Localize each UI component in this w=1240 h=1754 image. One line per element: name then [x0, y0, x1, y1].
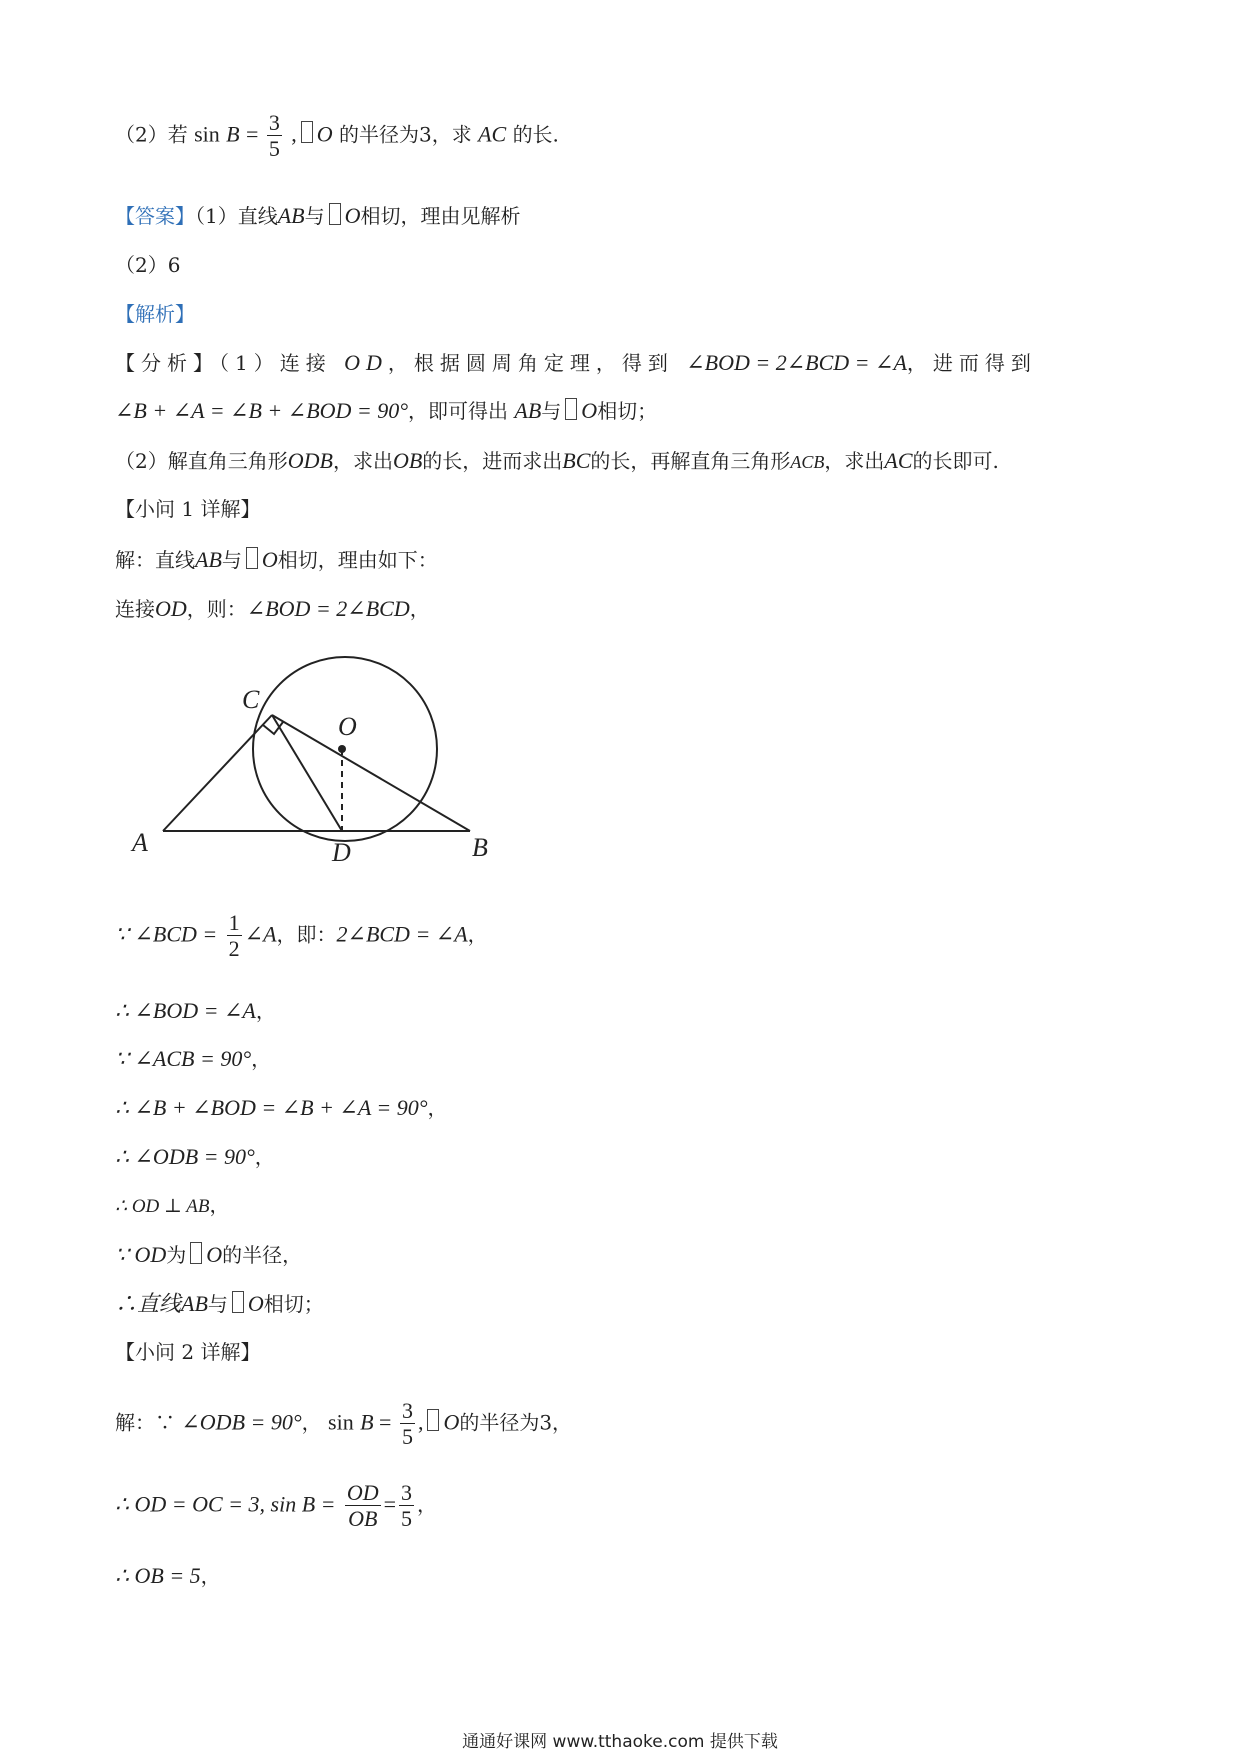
placeholder-box	[246, 547, 258, 569]
jiexi-tag: 【解析】	[115, 302, 195, 326]
label-b: B	[472, 833, 488, 862]
equals: =	[245, 121, 264, 147]
segment-cb	[272, 715, 470, 831]
step-6: ∴ OD ⊥ AB，	[115, 1193, 230, 1217]
q2-prefix: （2）若	[115, 122, 188, 147]
placeholder-box	[190, 1242, 202, 1264]
geometry-figure	[120, 655, 520, 885]
fraction-od-ob: $\frac{OD}{OB}$	[346, 1480, 379, 1532]
label-o: O	[338, 712, 357, 741]
footer-watermark: 通通好课网 www.tthaoke.com 提供下载	[462, 1732, 778, 1752]
fraction-1-2: $\frac{1}{2}$	[228, 910, 240, 962]
question-2: （2）若 sin B = $\frac{3}{5}$ , O 的半径为3，求 AC 的长.	[115, 110, 559, 162]
label-d: D	[332, 838, 351, 867]
placeholder-box	[427, 1409, 439, 1431]
sub1-line-2: 连接OD，则：∠BOD = 2∠BCD，	[115, 596, 430, 621]
answer-tag: 【答案】	[115, 204, 195, 228]
placeholder-box	[301, 121, 313, 143]
sub2-line-3: ∴ OB = 5，	[115, 1563, 221, 1588]
fraction-3-5: $\frac{3}{5}$	[268, 110, 280, 162]
step-3: ∵ ∠ACB = 90°，	[115, 1046, 272, 1071]
sin-text: sin	[194, 121, 220, 147]
label-c: C	[242, 685, 260, 714]
analysis-tag: 【分析】	[115, 351, 219, 375]
answer-part2: （2）6	[115, 253, 181, 277]
sub1-tag: 【小问 1 详解】	[115, 497, 261, 521]
step-4: ∴ ∠B + ∠BOD = ∠B + ∠A = 90°，	[115, 1095, 448, 1120]
answer-line: 【答案】（1）直线AB与 O相切，理由见解析	[115, 203, 521, 228]
fraction-3-5-b: $\frac{3}{5}$	[401, 1480, 413, 1532]
placeholder-box	[232, 1291, 244, 1313]
segment-cd	[272, 715, 342, 831]
var-ac: AC	[478, 121, 507, 147]
center-dot	[338, 745, 346, 753]
fraction-3-5: $\frac{3}{5}$	[401, 1398, 413, 1450]
analysis-line-1: 【分析】（1）连接 OD，根据圆周角定理，得到 ∠BOD = 2∠BCD = ∠A，进而得到	[115, 350, 1037, 375]
label-a: A	[132, 828, 148, 857]
placeholder-box	[565, 398, 577, 420]
step-1: ∵ ∠BCD = $\frac{1}{2}$ ∠A，即：2∠BCD = ∠A，	[115, 910, 488, 962]
step-8: ∴直线AB与 O相切；	[115, 1291, 324, 1316]
var-b: B	[226, 121, 240, 147]
var-o: O	[316, 121, 333, 147]
step-2: ∴ ∠BOD = ∠A，	[115, 998, 276, 1023]
placeholder-box	[329, 203, 341, 225]
sub2-line-1: 解：∵ ∠ODB = 90°， sin B = $\frac{3}{5}$ , O的半径为3，	[115, 1398, 573, 1450]
step-5: ∴ ∠ODB = 90°，	[115, 1144, 275, 1169]
analysis-line-3: （2）解直角三角形ODB，求出OB的长，进而求出BC的长，再解直角三角形ACB，求出AC的长即可.	[115, 448, 999, 473]
step-7: ∵ OD为 O的半径，	[115, 1242, 303, 1267]
analysis-line-2: ∠B + ∠A = ∠B + ∠BOD = 90°，即可得出 AB与 O相切；	[115, 398, 658, 423]
sub1-line-1: 解：直线AB与 O相切，理由如下：	[115, 547, 438, 572]
sub2-line-2: ∴ OD = OC = 3, sin B = $\frac{OD}{OB}$ = $\frac{3}{5}$ ，	[115, 1480, 438, 1532]
sub2-tag: 【小问 2 详解】	[115, 1340, 261, 1364]
